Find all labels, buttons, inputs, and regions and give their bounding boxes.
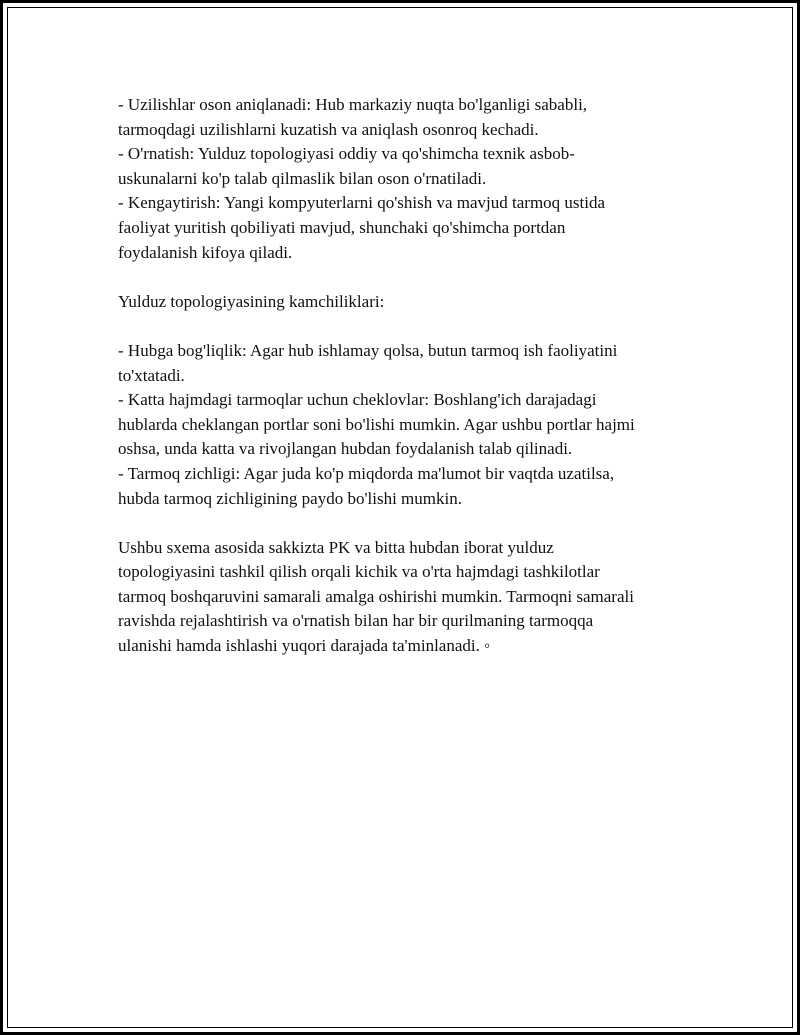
text-line: oshsa, unda katta va rivojlangan hubdan foydalanish talab qilinadi. [118, 439, 573, 459]
text-line: - Uzilishlar oson aniqlanadi: Hub markaziy nuqta bo'lganligi sababli, [118, 95, 588, 114]
text-line: uskunalarni ko'p talab qilmaslik bilan oson o'rnatiladi. [118, 168, 487, 188]
list-item [118, 93, 708, 142]
text-line: hubda tarmoq zichligining paydo bo'lishi mumkin. [118, 488, 462, 508]
paragraph-spacer [118, 314, 708, 339]
disadvantages-heading: Yulduz topologiyasining kamchiliklari: [118, 291, 385, 311]
paragraph-spacer [118, 511, 708, 536]
conclusion-paragraph [118, 536, 708, 659]
text-line: hublarda cheklangan portlar soni bo'lishi mumkin. Agar ushbu portlar hajmi [118, 414, 635, 434]
list-item [118, 191, 708, 265]
text-line: - Katta hajmdagi tarmoqlar uchun cheklovlar: Boshlang'ich darajadagi [118, 390, 597, 410]
text-line: tarmoqdagi uzilishlarni kuzatish va aniqlash osonroq kechadi. [118, 119, 539, 139]
text-line: foydalanish kifoya qiladi. [118, 242, 293, 262]
text-line: ulanishi hamda ishlashi yuqori darajada ta'minlanadi. ◦ [118, 636, 491, 656]
text-line: - Hubga bog'liqlik: Agar hub ishlamay qolsa, butun tarmoq ish faoliyatini [118, 340, 618, 360]
list-item [118, 142, 708, 191]
paragraph-spacer [118, 265, 708, 290]
text-line: topologiyasini tashkil qilish orqali kichik va o'rta hajmdagi tashkilotlar [118, 562, 600, 582]
list-item [118, 462, 708, 511]
text-line: - Kengaytirish: Yangi kompyuterlarni qo'shish va mavjud tarmoq ustida [118, 193, 606, 213]
text-line: ravishda rejalashtirish va o'rnatish bilan har bir qurilmaning tarmoqqa [118, 611, 594, 631]
text-line: to'xtatadi. [118, 365, 185, 385]
document-body [118, 93, 708, 659]
text-line: - Tarmoq zichligi: Agar juda ko'p miqdorda ma'lumot bir vaqtda uzatilsa, [118, 463, 615, 483]
text-line: - O'rnatish: Yulduz topologiyasi oddiy va qo'shimcha texnik asbob- [118, 144, 575, 164]
list-item [118, 388, 708, 462]
list-item [118, 339, 708, 388]
text-line: Ushbu sxema asosida sakkizta PK va bitta hubdan iborat yulduz [118, 537, 554, 557]
advantages-list [118, 93, 708, 265]
text-line: faoliyat yuritish qobiliyati mavjud, shunchaki qo'shimcha portdan [118, 217, 566, 237]
disadvantages-list [118, 339, 708, 511]
text-line: tarmoq boshqaruvini samarali amalga oshirishi mumkin. Tarmoqni samarali [118, 586, 634, 606]
